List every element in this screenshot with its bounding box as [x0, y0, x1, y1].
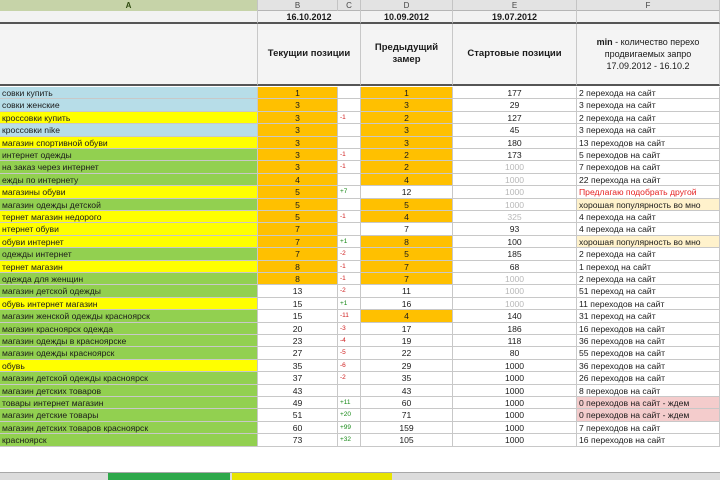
keyword-cell[interactable]: тернет магазин [0, 261, 258, 273]
current-position-cell[interactable]: 13 [258, 285, 338, 297]
transitions-cell[interactable]: 0 переходов на сайт - ждем [577, 397, 720, 409]
current-position-cell[interactable]: 5 [258, 199, 338, 211]
table-row [0, 124, 720, 136]
position-change-cell[interactable]: -6 [338, 360, 361, 372]
previous-position-cell[interactable]: 105 [361, 434, 453, 446]
keyword-cell[interactable]: магазин одежды в красноярске [0, 335, 258, 347]
table-row [0, 223, 720, 235]
keyword-cell[interactable]: магазин одежды детской [0, 199, 258, 211]
keyword-cell[interactable]: ежды по интернету [0, 174, 258, 186]
current-position-cell[interactable]: 15 [258, 310, 338, 322]
keyword-cell[interactable]: магазин детских товаров красноярск [0, 422, 258, 434]
start-position-cell[interactable]: 1000 [453, 285, 577, 297]
transitions-cell[interactable]: 1 переход на сайт [577, 261, 720, 273]
transitions-cell[interactable]: 4 перехода на сайт [577, 223, 720, 235]
current-position-cell[interactable]: 3 [258, 137, 338, 149]
position-change-cell[interactable]: -1 [338, 161, 361, 173]
start-position-cell[interactable]: 140 [453, 310, 577, 322]
position-change-cell[interactable] [338, 87, 361, 99]
header-current-positions[interactable]: Текущии позиции [258, 24, 361, 86]
position-change-cell[interactable]: -2 [338, 372, 361, 384]
transitions-cell[interactable]: 22 перехода на сайт [577, 174, 720, 186]
current-position-cell[interactable]: 37 [258, 372, 338, 384]
current-position-cell[interactable]: 3 [258, 112, 338, 124]
column-header-d[interactable]: D [361, 0, 453, 11]
previous-position-cell[interactable]: 19 [361, 335, 453, 347]
position-change-cell[interactable] [338, 223, 361, 235]
keyword-cell[interactable]: нтернет обуви [0, 223, 258, 235]
header-min-transitions[interactable] [577, 24, 720, 86]
transitions-cell[interactable]: хорошая популярность во мно [577, 236, 720, 248]
previous-position-cell[interactable]: 71 [361, 409, 453, 421]
table-row [0, 261, 720, 273]
transitions-cell[interactable]: 55 переходов на сайт [577, 347, 720, 359]
previous-position-cell[interactable]: 1 [361, 87, 453, 99]
position-change-cell[interactable]: -1 [338, 149, 361, 161]
table-row [0, 372, 720, 384]
transitions-cell[interactable]: 2 перехода на сайт [577, 248, 720, 260]
start-position-cell[interactable]: 1000 [453, 186, 577, 198]
column-header-e[interactable]: E [453, 0, 577, 11]
header-keyword[interactable] [0, 24, 258, 86]
start-position-cell[interactable]: 45 [453, 124, 577, 136]
start-position-cell[interactable]: 1000 [453, 199, 577, 211]
transitions-cell[interactable]: 0 переходов на сайт - ждем [577, 409, 720, 421]
date-previous[interactable]: 10.09.2012 [361, 11, 453, 24]
table-row [0, 347, 720, 359]
header-previous[interactable]: Предыдущий замер [361, 24, 453, 86]
previous-position-cell[interactable]: 3 [361, 137, 453, 149]
previous-position-cell[interactable]: 60 [361, 397, 453, 409]
start-position-cell[interactable]: 1000 [453, 434, 577, 446]
previous-position-cell[interactable]: 4 [361, 310, 453, 322]
start-position-cell[interactable]: 93 [453, 223, 577, 235]
start-position-cell[interactable]: 177 [453, 87, 577, 99]
keyword-cell[interactable]: магазин детской одежды красноярск [0, 372, 258, 384]
previous-position-cell[interactable]: 8 [361, 236, 453, 248]
previous-position-cell[interactable]: 35 [361, 372, 453, 384]
current-position-cell[interactable]: 4 [258, 174, 338, 186]
current-position-cell[interactable]: 3 [258, 124, 338, 136]
table-row [0, 161, 720, 173]
table-row [0, 87, 720, 99]
transitions-cell[interactable]: 11 переходов на сайт [577, 298, 720, 310]
start-position-cell[interactable]: 118 [453, 335, 577, 347]
column-header-a[interactable]: A [0, 0, 258, 11]
start-position-cell[interactable]: 1000 [453, 422, 577, 434]
previous-position-cell[interactable]: 159 [361, 422, 453, 434]
transitions-cell[interactable]: 2 перехода на сайт [577, 112, 720, 124]
table-row [0, 149, 720, 161]
start-position-cell[interactable]: 68 [453, 261, 577, 273]
previous-position-cell[interactable]: 4 [361, 174, 453, 186]
position-change-cell[interactable]: -4 [338, 335, 361, 347]
position-change-cell[interactable]: -1 [338, 112, 361, 124]
keyword-cell[interactable]: красноярск [0, 434, 258, 446]
position-change-cell[interactable]: +20 [338, 409, 361, 421]
previous-position-cell[interactable]: 22 [361, 347, 453, 359]
position-change-cell[interactable]: -2 [338, 248, 361, 260]
table-row [0, 112, 720, 124]
keyword-cell[interactable]: обуви интернет [0, 236, 258, 248]
current-position-cell[interactable]: 35 [258, 360, 338, 372]
table-row [0, 397, 720, 409]
keyword-cell[interactable]: магазин красноярск одежда [0, 323, 258, 335]
keyword-cell[interactable]: интернет одежды [0, 149, 258, 161]
transitions-cell[interactable]: 7 переходов на сайт [577, 422, 720, 434]
transitions-cell[interactable]: 5 переходов на сайт [577, 149, 720, 161]
current-position-cell[interactable]: 20 [258, 323, 338, 335]
table-row [0, 323, 720, 335]
transitions-cell[interactable]: хорошая популярность во мно [577, 199, 720, 211]
transitions-cell[interactable]: 26 переходов на сайт [577, 372, 720, 384]
table-row [0, 422, 720, 434]
header-min-label: min [596, 37, 613, 47]
header-min-description: - количество перехо продвигаемых запро 17.09.2012 - 16.10.2 [604, 37, 700, 71]
start-position-cell[interactable]: 185 [453, 248, 577, 260]
keyword-cell[interactable]: кроссовки купить [0, 112, 258, 124]
transitions-cell[interactable]: 16 переходов на сайт [577, 434, 720, 446]
transitions-cell[interactable]: 13 переходов на сайт [577, 137, 720, 149]
keyword-cell[interactable]: тернет магазин недорого [0, 211, 258, 223]
transitions-cell[interactable]: Предлагаю подобрать другой [577, 186, 720, 198]
position-change-cell[interactable] [338, 174, 361, 186]
position-change-cell[interactable]: +7 [338, 186, 361, 198]
position-change-cell[interactable]: -11 [338, 310, 361, 322]
position-change-cell[interactable]: -3 [338, 323, 361, 335]
table-row [0, 409, 720, 421]
keyword-cell[interactable]: магазин детских товаров [0, 385, 258, 397]
position-change-cell[interactable]: +1 [338, 298, 361, 310]
keyword-cell[interactable]: обувь интернет магазин [0, 298, 258, 310]
previous-position-cell[interactable]: 5 [361, 199, 453, 211]
table-row [0, 248, 720, 260]
transitions-cell[interactable]: 3 перехода на сайт [577, 99, 720, 111]
previous-position-cell[interactable]: 2 [361, 161, 453, 173]
start-position-cell[interactable]: 80 [453, 347, 577, 359]
previous-position-cell[interactable]: 7 [361, 261, 453, 273]
transitions-cell[interactable]: 8 переходов на сайт [577, 385, 720, 397]
previous-position-cell[interactable]: 3 [361, 99, 453, 111]
table-row [0, 199, 720, 211]
transitions-cell[interactable]: 16 переходов на сайт [577, 323, 720, 335]
previous-position-cell[interactable]: 4 [361, 211, 453, 223]
transitions-cell[interactable]: 2 перехода на сайт [577, 87, 720, 99]
start-position-cell[interactable]: 325 [453, 211, 577, 223]
current-position-cell[interactable]: 5 [258, 186, 338, 198]
start-position-cell[interactable]: 1000 [453, 161, 577, 173]
position-change-cell[interactable]: -1 [338, 273, 361, 285]
sheet-tab-bar [0, 472, 720, 480]
start-position-cell[interactable]: 127 [453, 112, 577, 124]
table-row [0, 434, 720, 446]
keyword-cell[interactable]: одежды интернет [0, 248, 258, 260]
table-row [0, 137, 720, 149]
keyword-cell[interactable]: товары интернет магазин [0, 397, 258, 409]
transitions-cell[interactable]: 31 переход на сайт [577, 310, 720, 322]
keyword-cell[interactable]: магазины обуви [0, 186, 258, 198]
position-change-cell[interactable]: -5 [338, 347, 361, 359]
current-position-cell[interactable]: 1 [258, 87, 338, 99]
current-position-cell[interactable]: 5 [258, 211, 338, 223]
current-position-cell[interactable]: 43 [258, 385, 338, 397]
start-position-cell[interactable]: 1000 [453, 174, 577, 186]
current-position-cell[interactable]: 3 [258, 161, 338, 173]
keyword-cell[interactable]: магазин детской одежды [0, 285, 258, 297]
position-change-cell[interactable] [338, 99, 361, 111]
table-row [0, 310, 720, 322]
start-position-cell[interactable]: 1000 [453, 273, 577, 285]
current-position-cell[interactable]: 3 [258, 99, 338, 111]
column-header-b[interactable]: B [258, 0, 338, 11]
current-position-cell[interactable]: 51 [258, 409, 338, 421]
table-row [0, 174, 720, 186]
table-row [0, 335, 720, 347]
previous-position-cell[interactable]: 2 [361, 112, 453, 124]
transitions-cell[interactable]: 2 перехода на сайт [577, 273, 720, 285]
position-change-cell[interactable]: +1 [338, 236, 361, 248]
date-start[interactable]: 19.07.2012 [453, 11, 577, 24]
previous-position-cell[interactable]: 3 [361, 124, 453, 136]
keyword-cell[interactable]: на заказ через интернет [0, 161, 258, 173]
keyword-cell[interactable]: магазин одежды красноярск [0, 347, 258, 359]
previous-position-cell[interactable]: 7 [361, 223, 453, 235]
start-position-cell[interactable]: 1000 [453, 385, 577, 397]
start-position-cell[interactable]: 1000 [453, 372, 577, 384]
cell-f1[interactable] [577, 11, 720, 24]
current-position-cell[interactable]: 7 [258, 236, 338, 248]
table-row [0, 298, 720, 310]
keyword-cell[interactable]: магазин детские товары [0, 409, 258, 421]
previous-position-cell[interactable]: 17 [361, 323, 453, 335]
transitions-cell[interactable]: 4 перехода на сайт [577, 211, 720, 223]
position-change-cell[interactable] [338, 124, 361, 136]
start-position-cell[interactable]: 173 [453, 149, 577, 161]
previous-position-cell[interactable]: 7 [361, 273, 453, 285]
position-change-cell[interactable]: +32 [338, 434, 361, 446]
current-position-cell[interactable]: 49 [258, 397, 338, 409]
previous-position-cell[interactable]: 12 [361, 186, 453, 198]
previous-position-cell[interactable]: 29 [361, 360, 453, 372]
previous-position-cell[interactable]: 16 [361, 298, 453, 310]
start-position-cell[interactable]: 180 [453, 137, 577, 149]
current-position-cell[interactable]: 7 [258, 223, 338, 235]
current-position-cell[interactable]: 23 [258, 335, 338, 347]
previous-position-cell[interactable]: 2 [361, 149, 453, 161]
transitions-cell[interactable]: 36 переходов на сайт [577, 360, 720, 372]
table-row [0, 385, 720, 397]
keyword-cell[interactable]: магазин спортивной обуви [0, 137, 258, 149]
table-row [0, 285, 720, 297]
position-change-cell[interactable]: -1 [338, 211, 361, 223]
current-position-cell[interactable]: 27 [258, 347, 338, 359]
cell-a1[interactable] [0, 11, 258, 24]
position-change-cell[interactable]: +99 [338, 422, 361, 434]
transitions-cell[interactable]: 3 перехода на сайт [577, 124, 720, 136]
keyword-cell[interactable]: магазин женской одежды красноярск [0, 310, 258, 322]
previous-position-cell[interactable]: 11 [361, 285, 453, 297]
table-row [0, 273, 720, 285]
start-position-cell[interactable]: 1000 [453, 409, 577, 421]
current-position-cell[interactable]: 8 [258, 261, 338, 273]
previous-position-cell[interactable]: 43 [361, 385, 453, 397]
current-position-cell[interactable]: 60 [258, 422, 338, 434]
start-position-cell[interactable]: 1000 [453, 298, 577, 310]
position-change-cell[interactable] [338, 385, 361, 397]
keyword-cell[interactable]: совки женские [0, 99, 258, 111]
current-position-cell[interactable]: 8 [258, 273, 338, 285]
keyword-cell[interactable]: кроссовки nike [0, 124, 258, 136]
current-position-cell[interactable]: 73 [258, 434, 338, 446]
keyword-cell[interactable]: одежда для женщин [0, 273, 258, 285]
sheet-tab-green[interactable] [108, 473, 230, 480]
previous-position-cell[interactable]: 5 [361, 248, 453, 260]
table-row [0, 99, 720, 111]
sheet-tab-yellow[interactable] [232, 473, 392, 480]
table-row [0, 186, 720, 198]
current-position-cell[interactable]: 3 [258, 149, 338, 161]
column-header-bar [0, 0, 720, 11]
column-header-f[interactable]: F [577, 0, 720, 11]
start-position-cell[interactable]: 100 [453, 236, 577, 248]
position-change-cell[interactable]: +11 [338, 397, 361, 409]
table-row [0, 236, 720, 248]
position-change-cell[interactable]: -1 [338, 261, 361, 273]
keyword-cell[interactable]: совки купить [0, 87, 258, 99]
transitions-cell[interactable]: 7 переходов на сайт [577, 161, 720, 173]
start-position-cell[interactable]: 29 [453, 99, 577, 111]
start-position-cell[interactable]: 1000 [453, 360, 577, 372]
column-header-c[interactable]: C [338, 0, 361, 11]
start-position-cell[interactable]: 1000 [453, 397, 577, 409]
header-start-positions[interactable]: Стартовые позиции [453, 24, 577, 86]
current-position-cell[interactable]: 15 [258, 298, 338, 310]
position-change-cell[interactable] [338, 199, 361, 211]
table-row [0, 211, 720, 223]
table-row [0, 360, 720, 372]
date-current[interactable]: 16.10.2012 [258, 11, 361, 24]
current-position-cell[interactable]: 7 [258, 248, 338, 260]
transitions-cell[interactable]: 51 переход на сайт [577, 285, 720, 297]
position-change-cell[interactable]: -2 [338, 285, 361, 297]
transitions-cell[interactable]: 36 переходов на сайт [577, 335, 720, 347]
keyword-cell[interactable]: обувь [0, 360, 258, 372]
start-position-cell[interactable]: 186 [453, 323, 577, 335]
position-change-cell[interactable] [338, 137, 361, 149]
